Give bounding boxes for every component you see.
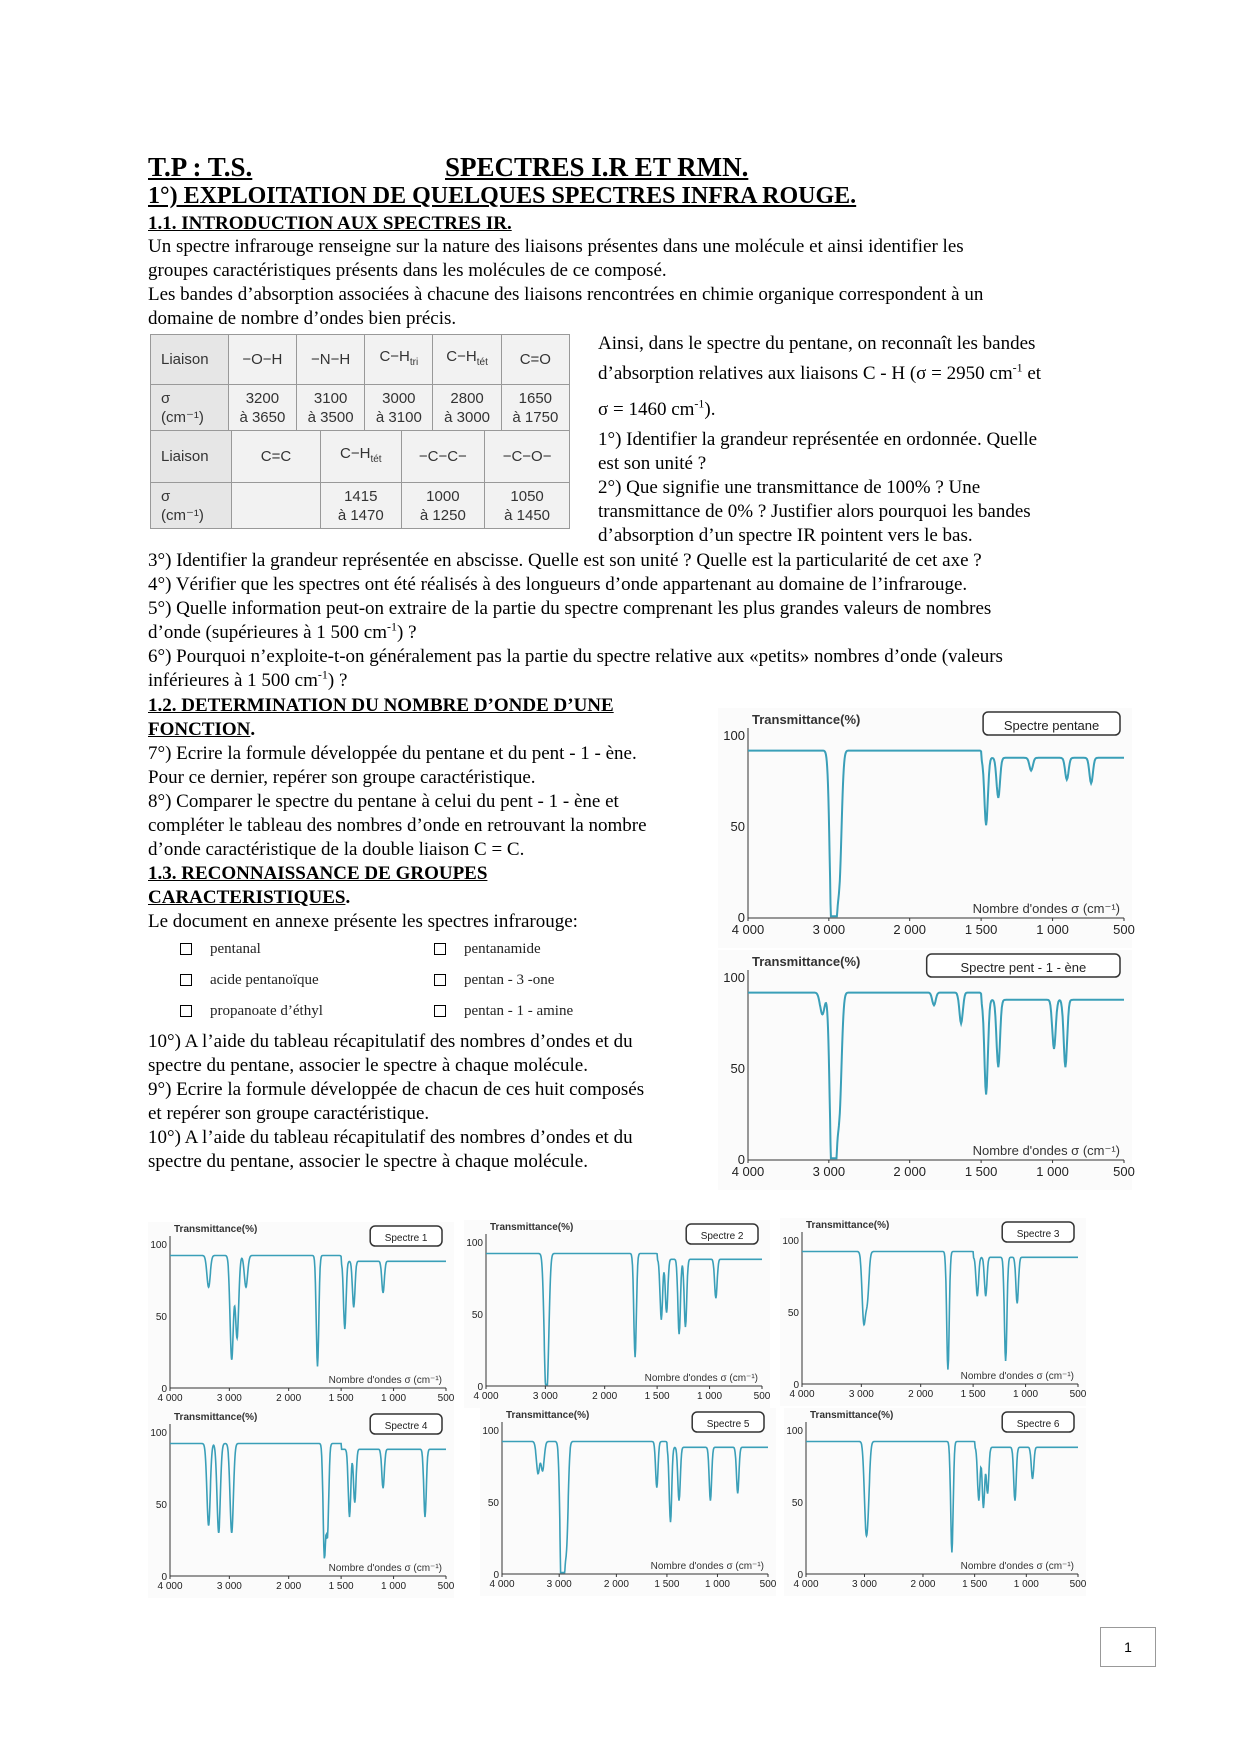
x-tick-label: 1 500 (964, 1164, 998, 1179)
header-left: T.P : T.S. (148, 152, 253, 182)
intro-line: domaine de nombre d’ondes bien précis. (148, 308, 457, 329)
y-tick-label: 100 (150, 1428, 167, 1439)
spectrum-pentene (718, 950, 1135, 1190)
y-tick-label: 100 (723, 970, 745, 985)
list-item: pentan - 3 -one (434, 971, 554, 989)
section12-heading: FONCTION. (148, 719, 256, 740)
list-item: pentanal (180, 940, 261, 958)
x-tick-label: 1 000 (1013, 1579, 1039, 1590)
list-item: acide pentanoïque (180, 971, 319, 989)
table-cell: C=C (232, 431, 321, 483)
x-tick-label: 1 500 (960, 1389, 986, 1400)
x-tick-label: 3 000 (546, 1579, 572, 1590)
spectrum-svg (148, 1410, 454, 1598)
question-8: d’onde caractéristique de la double liaison C = C. (148, 839, 525, 860)
y-axis-label: Transmittance(%) (506, 1410, 590, 1421)
checkbox-icon (434, 943, 446, 955)
question-9: 9°) Ecrire la formule développée de chacun de ces huit composés (148, 1079, 645, 1100)
table-cell: 3200 à 3650 (228, 385, 296, 431)
table-cell: 3100 à 3500 (297, 385, 365, 431)
checkbox-icon (180, 1005, 192, 1017)
checkbox-icon (434, 1005, 446, 1017)
table-cell: 1000 à 1250 (401, 483, 485, 529)
intro-line: groupes caractéristiques présents dans les molécules de ce composé. (148, 260, 667, 281)
x-tick-label: 4 000 (789, 1389, 815, 1400)
y-tick-label: 50 (471, 1310, 483, 1321)
table-cell: −C−O− (485, 431, 570, 483)
x-tick-label: 1 500 (328, 1393, 354, 1404)
table-cell: 3000 à 3100 (365, 385, 433, 431)
table-cell: −N−H (297, 335, 365, 385)
question-10: spectre du pentane, associer le spectre à chaque molécule. (148, 1055, 588, 1076)
spectrum-svg (718, 950, 1135, 1190)
x-tick-label: 1 000 (1036, 1164, 1069, 1179)
text-line: d’absorption relatives aux liaisons C - H (σ = 2950 $cm^{-1}$ et (598, 360, 1042, 384)
x-tick-label: 1 500 (328, 1581, 354, 1592)
x-tick-label: 500 (759, 1579, 777, 1590)
spectrum-line (486, 1254, 762, 1385)
list-item: propanoate d’éthyl (180, 1002, 323, 1020)
y-axis-label: Transmittance(%) (752, 712, 861, 727)
spectrum-2 (464, 1220, 770, 1408)
x-tick-label: 2 000 (910, 1579, 936, 1590)
x-tick-label: 1 500 (644, 1391, 670, 1402)
x-tick-label: 1 000 (697, 1391, 723, 1402)
table-cell: σ (cm⁻¹) (151, 483, 232, 529)
spectrum-line (170, 1256, 446, 1367)
y-tick-label: 0 (161, 1572, 167, 1583)
x-tick-label: 3 000 (216, 1393, 242, 1404)
spectrum-title: Spectre 2 (700, 1231, 744, 1242)
x-tick-label: 4 000 (793, 1579, 819, 1590)
table-cell: $C-H_{tét}$ (321, 431, 402, 483)
y-tick-label: 50 (155, 1312, 167, 1323)
list-item: pentanamide (434, 940, 541, 958)
x-tick-label: 500 (1113, 1164, 1135, 1179)
question-10: spectre du pentane, associer le spectre à chaque molécule. (148, 1151, 588, 1172)
x-axis-label: Nombre d'ondes σ (cm⁻¹) (328, 1375, 442, 1386)
x-tick-label: 3 000 (848, 1389, 874, 1400)
x-tick-label: 4 000 (157, 1581, 183, 1592)
table-cell: Liaison (151, 335, 229, 385)
spectrum-line (170, 1444, 446, 1559)
x-tick-label: 500 (1113, 922, 1135, 937)
y-axis-label: Transmittance(%) (752, 954, 861, 969)
y-tick-label: 0 (797, 1570, 803, 1581)
y-axis-label: Transmittance(%) (174, 1412, 258, 1423)
x-tick-label: 1 000 (1013, 1389, 1039, 1400)
x-tick-label: 1 000 (1036, 922, 1069, 937)
question-9: et repérer son groupe caractéristique. (148, 1103, 430, 1124)
x-tick-label: 4 000 (489, 1579, 515, 1590)
spectrum-svg (464, 1220, 770, 1408)
spectrum-title: Spectre pentane (1003, 718, 1100, 733)
y-axis-label: Transmittance(%) (490, 1222, 574, 1233)
y-axis-label: Transmittance(%) (174, 1224, 258, 1235)
text-line: σ = 1460 $cm^{-1}$). (598, 396, 716, 420)
x-axis-label: Nombre d'ondes σ (cm⁻¹) (972, 901, 1120, 916)
y-tick-label: 0 (493, 1570, 499, 1581)
table-cell: 1050 à 1450 (485, 483, 570, 529)
x-tick-label: 3 000 (216, 1581, 242, 1592)
section13-heading: CARACTERISTIQUES. (148, 887, 351, 908)
question-7: Pour ce dernier, repérer son groupe caractéristique. (148, 767, 536, 788)
x-tick-label: 3 000 (851, 1579, 877, 1590)
y-tick-label: 50 (787, 1308, 799, 1319)
ir-wavenumber-table (150, 334, 570, 529)
spectrum-title: Spectre 6 (1016, 1419, 1060, 1430)
spectrum-title: Spectre 5 (706, 1419, 750, 1430)
y-tick-label: 50 (487, 1498, 499, 1509)
question-2: transmittance de 0% ? Justifier alors pourquoi les bandes (598, 501, 1031, 522)
x-tick-label: 500 (437, 1393, 455, 1404)
spectrum-title: Spectre 3 (1016, 1229, 1060, 1240)
page-title: SPECTRES I.R ET RMN. (445, 152, 749, 182)
page-number: 1 (1100, 1627, 1156, 1667)
y-tick-label: 100 (466, 1238, 483, 1249)
intro-line: Les bandes d’absorption associées à chacune des liaisons rencontrées en chimie organique correspondent à un (148, 284, 984, 305)
x-tick-label: 3 000 (812, 922, 846, 937)
section12-heading: 1.2. DETERMINATION DU NOMBRE D’ONDE D’UNE (148, 695, 614, 716)
question-5: 5°) Quelle information peut-on extraire de la partie du spectre comprenant les plus grandes valeurs de nombres (148, 598, 992, 619)
table-cell: 2800 à 3000 (433, 385, 501, 431)
y-axis-label: Transmittance(%) (806, 1220, 890, 1231)
spectrum-title: Spectre pent - 1 - ène (960, 960, 1087, 975)
y-tick-label: 100 (723, 728, 745, 743)
x-axis-label: Nombre d'ondes σ (cm⁻¹) (650, 1561, 764, 1572)
checkbox-icon (180, 974, 192, 986)
checkbox-icon (180, 943, 192, 955)
spectrum-line (748, 993, 1124, 1159)
y-tick-label: 0 (737, 910, 745, 925)
spectrum-line (802, 1252, 1078, 1370)
question-2: 2°) Que signifie une transmittance de 100% ? Une (598, 477, 981, 498)
x-tick-label: 2 000 (276, 1393, 302, 1404)
x-tick-label: 4 000 (157, 1393, 183, 1404)
spectrum-line (806, 1442, 1078, 1553)
x-tick-label: 500 (753, 1391, 771, 1402)
y-tick-label: 0 (477, 1382, 483, 1393)
spectrum-svg (784, 1408, 1086, 1596)
y-tick-label: 50 (730, 819, 745, 834)
table-cell: Liaison (151, 431, 232, 483)
table-cell: $C-H_{tét}$ (433, 335, 501, 385)
x-tick-label: 1 500 (654, 1579, 680, 1590)
y-tick-label: 100 (786, 1426, 803, 1437)
x-tick-label: 2 000 (276, 1581, 302, 1592)
table-cell (232, 483, 321, 529)
x-tick-label: 1 500 (964, 922, 998, 937)
spectrum-svg (718, 708, 1135, 948)
table-cell: C=O (501, 335, 569, 385)
spectrum-line (502, 1442, 768, 1573)
x-tick-label: 500 (1069, 1579, 1087, 1590)
table-cell: −O−H (228, 335, 296, 385)
intro-line: Un spectre infrarouge renseigne sur la nature des liaisons présentes dans une molécule et ainsi identifier les (148, 236, 964, 257)
y-tick-label: 50 (155, 1500, 167, 1511)
spectrum-title: Spectre 4 (384, 1421, 428, 1432)
section13-heading: 1.3. RECONNAISSANCE DE GROUPES (148, 863, 488, 884)
table-cell: −C−C− (401, 431, 485, 483)
spectrum-svg (780, 1218, 1086, 1406)
x-tick-label: 4 000 (473, 1391, 499, 1402)
y-tick-label: 50 (791, 1498, 803, 1509)
question-8: compléter le tableau des nombres d’onde en retrouvant la nombre (148, 815, 647, 836)
x-tick-label: 2 000 (893, 922, 926, 937)
spectrum-pentane (718, 708, 1135, 948)
y-tick-label: 100 (782, 1236, 799, 1247)
question-4: 4°) Vérifier que les spectres ont été réalisés à des longueurs d’onde appartenant au domaine de l’infrarouge. (148, 574, 968, 595)
y-tick-label: 0 (737, 1152, 745, 1167)
x-tick-label: 4 000 (731, 922, 765, 937)
spectrum-5 (480, 1408, 776, 1596)
question-1: 1°) Identifier la grandeur représentée en ordonnée. Quelle (598, 429, 1038, 450)
x-tick-label: 2 000 (592, 1391, 618, 1402)
table-cell: $C-H_{tri}$ (365, 335, 433, 385)
question-7: 7°) Ecrire la formule développée du pentane et du pent - 1 - ène. (148, 743, 637, 764)
list-item: pentan - 1 - amine (434, 1002, 573, 1020)
table-cell: 1415 à 1470 (321, 483, 402, 529)
y-axis-label: Transmittance(%) (810, 1410, 894, 1421)
spectrum-4 (148, 1410, 454, 1598)
spectrum-6 (784, 1408, 1086, 1596)
x-tick-label: 1 500 (962, 1579, 988, 1590)
question-10: 10°) A l’aide du tableau récapitulatif des nombres d’ondes et du (148, 1127, 633, 1148)
question-2: d’absorption d’un spectre IR pointent vers le bas. (598, 525, 973, 546)
spectrum-3 (780, 1218, 1086, 1406)
x-tick-label: 1 000 (704, 1579, 730, 1590)
x-tick-label: 3 000 (812, 1164, 846, 1179)
x-axis-label: Nombre d'ondes σ (cm⁻¹) (960, 1371, 1074, 1382)
x-tick-label: 2 000 (908, 1389, 934, 1400)
x-tick-label: 1 000 (381, 1581, 407, 1592)
x-tick-label: 2 000 (603, 1579, 629, 1590)
spectrum-line (748, 751, 1124, 917)
y-tick-label: 0 (793, 1380, 799, 1391)
question-1: est son unité ? (598, 453, 707, 474)
y-tick-label: 50 (730, 1061, 745, 1076)
question-6: inférieures à 1 500 $cm^{-1}$) ? (148, 667, 348, 691)
spectrum-svg (148, 1222, 454, 1410)
question-6: 6°) Pourquoi n’exploite-t-on généralement pas la partie du spectre relative aux «petits» nombres d’onde (valeurs (148, 646, 1003, 667)
checkbox-icon (434, 974, 446, 986)
question-8: 8°) Comparer le spectre du pentane à celui du pent - 1 - ène et (148, 791, 619, 812)
x-tick-label: 3 000 (532, 1391, 558, 1402)
x-tick-label: 1 000 (381, 1393, 407, 1404)
x-axis-label: Nombre d'ondes σ (cm⁻¹) (644, 1373, 758, 1384)
spectrum-title: Spectre 1 (384, 1233, 428, 1244)
spectrum-1 (148, 1222, 454, 1410)
x-tick-label: 4 000 (731, 1164, 765, 1179)
question-3: 3°) Identifier la grandeur représentée en abscisse. Quelle est son unité ? Quelle est la particularité de cet axe ? (148, 550, 982, 571)
x-axis-label: Nombre d'ondes σ (cm⁻¹) (960, 1561, 1074, 1572)
x-axis-label: Nombre d'ondes σ (cm⁻¹) (328, 1563, 442, 1574)
table-cell: σ (cm⁻¹) (151, 385, 229, 431)
y-tick-label: 0 (161, 1384, 167, 1395)
section1-heading: 1°) EXPLOITATION DE QUELQUES SPECTRES INFRA ROUGE. (148, 183, 857, 209)
table-cell: 1650 à 1750 (501, 385, 569, 431)
section11-heading: 1.1. INTRODUCTION AUX SPECTRES IR. (148, 213, 512, 234)
question-5: d’onde (supérieures à 1 500 $cm^{-1}$) ? (148, 619, 417, 643)
spectrum-svg (480, 1408, 776, 1596)
text-line: Ainsi, dans le spectre du pentane, on reconnaît les bandes (598, 333, 1036, 354)
x-tick-label: 500 (437, 1581, 455, 1592)
x-tick-label: 500 (1069, 1389, 1087, 1400)
x-tick-label: 2 000 (893, 1164, 926, 1179)
y-tick-label: 100 (150, 1240, 167, 1251)
annex-intro: Le document en annexe présente les spectres infrarouge: (148, 911, 578, 932)
x-axis-label: Nombre d'ondes σ (cm⁻¹) (972, 1143, 1120, 1158)
y-tick-label: 100 (482, 1426, 499, 1437)
question-10: 10°) A l’aide du tableau récapitulatif des nombres d’ondes et du (148, 1031, 633, 1052)
